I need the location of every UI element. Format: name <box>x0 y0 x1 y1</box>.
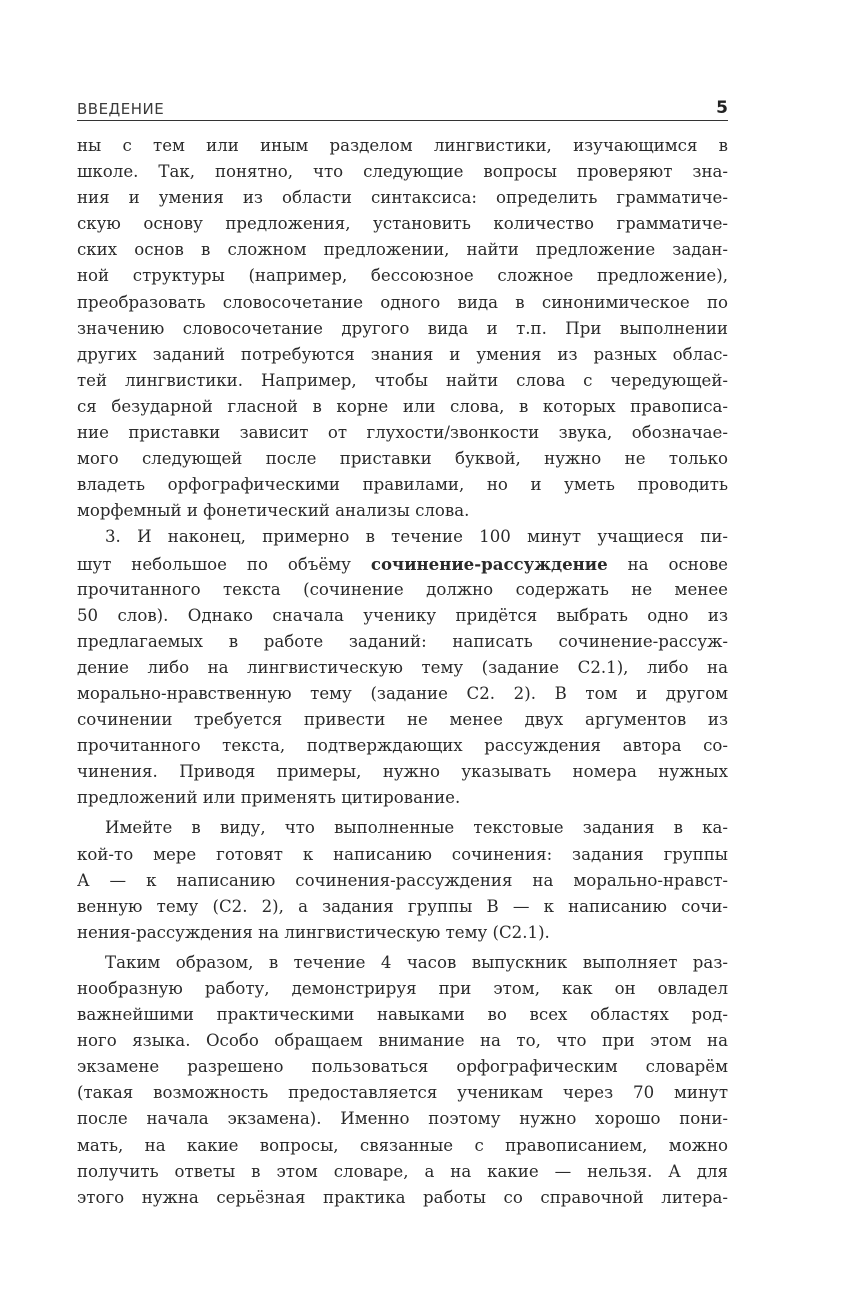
text-line: ских основ в сложном предложении, найти предложение задан- <box>77 240 728 260</box>
text-line: мого следующей после приставки буквой, нужно не только <box>77 449 728 469</box>
text-line: школе. Так, понятно, что следующие вопросы проверяют зна- <box>77 162 728 182</box>
text-line: Имейте в виду, что выполненные текстовые задания в ка- <box>105 818 728 838</box>
text-line: этого нужна серьёзная практика работы со справочной литера- <box>77 1187 728 1207</box>
text-line: чинения. Приводя примеры, нужно указывать номера нужных <box>77 762 728 782</box>
text-line: ного языка. Особо обращаем внимание на то, что при этом на <box>77 1031 728 1051</box>
text-line: ние приставки зависит от глухости/звонкости звука, обозначае- <box>77 423 728 443</box>
text-line: экзамене разрешено пользоваться орфографическим словарём <box>77 1057 728 1077</box>
text-line: (такая возможность предоставляется ученикам через 70 минут <box>77 1083 728 1103</box>
text-line: дение либо на лингвистическую тему (задание С2.1), либо на <box>77 657 728 677</box>
text-line: 50 слов). Однако сначала ученику придётся выбрать одно из <box>77 605 728 625</box>
text-line: венную тему (С2. 2), а задания группы В — к написанию сочи- <box>77 896 728 916</box>
paragraph-4 <box>77 950 728 1211</box>
page-number: 5 <box>716 98 728 118</box>
text-line: мать, на какие вопросы, связанные с правописанием, можно <box>77 1135 728 1155</box>
paragraph-1 <box>77 133 728 524</box>
text-line: сочинении требуется привести не менее двух аргументов из <box>77 710 728 730</box>
text-line: ной структуры (например, бессоюзное сложное предложение), <box>77 266 728 286</box>
bold-term: сочинение-рассуждение <box>370 553 608 574</box>
text-fragment: шут небольшое по объёму <box>77 554 371 574</box>
text-line: преобразовать словосочетание одного вида в синонимическое по <box>77 292 728 312</box>
text-line: ния и умения из области синтаксиса: определить грамматиче- <box>77 188 728 208</box>
text-line: А — к написанию сочинения-рассуждения на морально-нравст- <box>77 870 728 890</box>
text-line: других заданий потребуются знания и умения из разных облас- <box>77 344 728 364</box>
text-line: кой-то мере готовят к написанию сочинения: задания группы <box>77 844 728 864</box>
text-fragment: на основе <box>607 554 728 574</box>
text-line: морально-нравственную тему (задание С2. 2). В том и другом <box>77 683 728 703</box>
running-head <box>77 88 728 121</box>
body-text <box>77 133 728 1211</box>
text-line: ны с тем или иным разделом лингвистики, изучающимся в <box>77 136 728 155</box>
running-title: ВВЕДЕНИЕ <box>77 100 165 118</box>
text-line: прочитанного текста (сочинение должно содержать не менее <box>77 579 728 599</box>
text-line: тей лингвистики. Например, чтобы найти слова с чередующей- <box>77 370 728 390</box>
text-line: Таким образом, в течение 4 часов выпускник выполняет раз- <box>105 952 728 972</box>
text-line: предложений или применять цитирование. <box>77 788 461 808</box>
text-line: нообразную работу, демонстрируя при этом, как он овладел <box>77 979 728 998</box>
text-line: прочитанного текста, подтверждающих рассуждения автора со- <box>77 736 728 756</box>
text-line: после начала экзамена). Именно поэтому нужно хорошо пони- <box>77 1109 728 1129</box>
text-line: важнейшими практическими навыками во всех областях род- <box>77 1005 728 1025</box>
text-line: ся безударной гласной в корне или слова, в которых правописа- <box>77 396 728 416</box>
text-line: морфемный и фонетический анализы слова. <box>77 501 470 521</box>
text-line: получить ответы в этом словаре, а на какие — нельзя. А для <box>77 1161 728 1181</box>
paragraph-2 <box>77 524 728 811</box>
text-line: предлагаемых в работе заданий: написать сочинение-рассуж- <box>77 631 728 651</box>
text-line: значению словосочетание другого вида и т.п. При выполнении <box>77 318 728 338</box>
page <box>77 88 728 1211</box>
text-line: владеть орфографическими правилами, но и уметь проводить <box>77 475 728 495</box>
text-line-with-bold <box>77 551 728 577</box>
paragraph-3 <box>77 815 728 945</box>
text-line: скую основу предложения, установить количество грамматиче- <box>77 214 728 234</box>
text-line: 3. И наконец, примерно в течение 100 минут учащиеся пи- <box>105 527 728 547</box>
text-line: нения-рассуждения на лингвистическую тему (С2.1). <box>77 922 550 942</box>
